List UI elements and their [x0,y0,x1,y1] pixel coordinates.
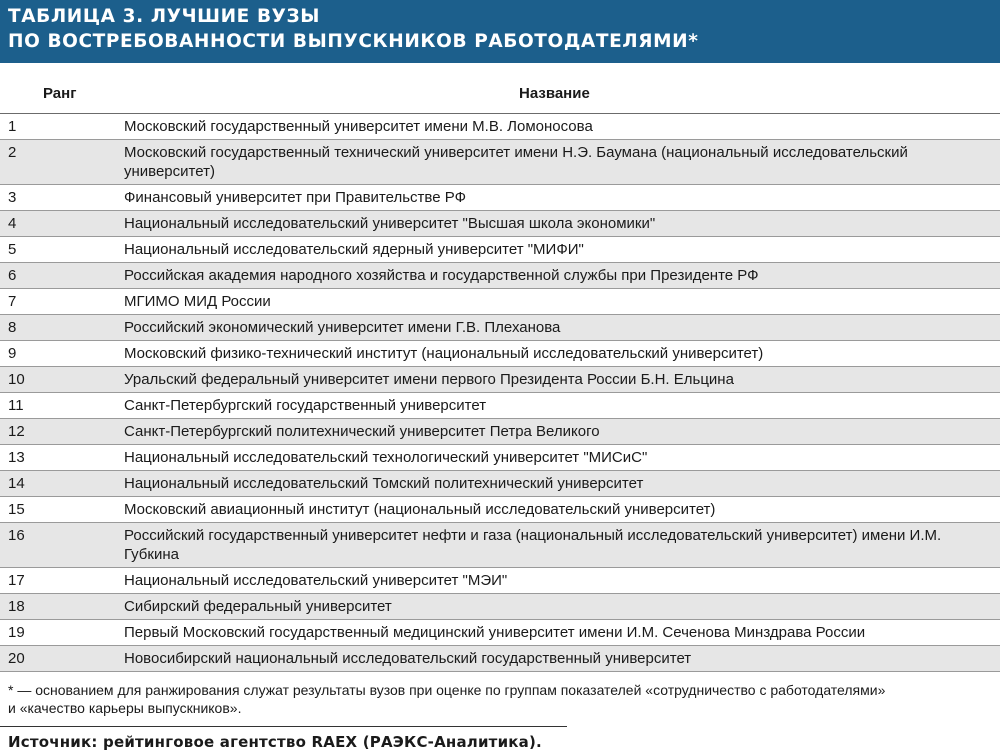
rank-cell: 1 [8,118,17,135]
rank-cell: 12 [8,423,25,440]
name-cell: Санкт-Петербургский политехнический университет Петра Великого [124,423,600,440]
table-row [0,367,1000,393]
name-cell: Российский государственный университет нефти и газа (национальный исследовательский университет) имени И.М. Губкина [124,527,942,563]
table-row [0,289,1000,315]
name-cell: Национальный исследовательский ядерный университет "МИФИ" [124,241,584,258]
title-band [0,0,1000,63]
rank-cell: 6 [8,267,17,284]
source-divider [0,726,567,727]
rank-cell: 3 [8,189,17,206]
name-cell: Уральский федеральный университет имени первого Президента России Б.Н. Ельцина [124,371,734,388]
table-title-line-2: ПО ВОСТРЕБОВАННОСТИ ВЫПУСКНИКОВ РАБОТОДАТЕЛЯМИ* [8,31,699,52]
table-row [0,471,1000,497]
table-row [0,568,1000,594]
table-row [0,419,1000,445]
table-header [0,69,1000,114]
table-row [0,523,1000,568]
table-row [0,237,1000,263]
rank-cell: 14 [8,475,25,492]
table-row [0,497,1000,523]
name-cell: МГИМО МИД России [124,293,271,310]
table-title-line-1: ТАБЛИЦА 3. ЛУЧШИЕ ВУЗЫ [8,6,321,27]
name-cell: Санкт-Петербургский государственный университет [124,397,487,414]
name-cell: Российская академия народного хозяйства и государственной службы при Президенте РФ [124,267,759,284]
name-cell: Национальный исследовательский технологический университет "МИСиС" [124,449,648,466]
table-row [0,620,1000,646]
table-row [0,393,1000,419]
name-cell: Новосибирский национальный исследовательский государственный университет [124,650,692,667]
name-cell: Финансовый университет при Правительстве РФ [124,189,466,206]
rank-cell: 7 [8,293,17,310]
name-cell: Московский авиационный институт (национальный исследовательский университет) [124,501,716,518]
table-row [0,315,1000,341]
table-row [0,445,1000,471]
table-row [0,594,1000,620]
name-cell: Национальный исследовательский университет "МЭИ" [124,572,508,589]
rank-cell: 20 [8,650,25,667]
table-body [0,114,1000,672]
rank-cell: 16 [8,527,25,544]
rank-cell: 11 [8,397,24,414]
footnote: * — основанием для ранжирования служат результаты вузов при оценке по группам показателей «сотрудничество с работодателями» и «качество карьеры выпускников». [8,682,886,716]
rank-cell: 19 [8,624,25,641]
rank-cell: 2 [8,144,17,161]
table-row [0,140,1000,185]
rank-cell: 17 [8,572,25,589]
name-cell: Московский физико-технический институт (национальный исследовательский университет) [124,345,764,362]
rank-cell: 15 [8,501,25,518]
name-cell: Первый Московский государственный медицинский университет имени И.М. Сеченова Минздрава России [124,624,866,641]
rank-cell: 8 [8,319,17,336]
table-row [0,114,1000,140]
rank-cell: 13 [8,449,25,466]
name-cell: Сибирский федеральный университет [124,598,392,615]
column-header-name: Название [519,85,590,102]
table-row [0,263,1000,289]
name-cell: Московский государственный университет имени М.В. Ломоносова [124,118,593,135]
rankings-table [0,69,1000,672]
source-note: Источник: рейтинговое агентство RAEX (РАЭКС-Аналитика). [8,733,542,751]
rank-cell: 4 [8,215,17,232]
name-cell: Московский государственный технический университет имени Н.Э. Баумана (национальный исследовательский университет) [124,144,908,180]
table-row [0,646,1000,672]
rank-cell: 10 [8,371,25,388]
table-row [0,185,1000,211]
name-cell: Российский экономический университет имени Г.В. Плеханова [124,319,561,336]
name-cell: Национальный исследовательский Томский политехнический университет [124,475,644,492]
table-row [0,211,1000,237]
rank-cell: 9 [8,345,17,362]
column-header-rank: Ранг [43,85,77,102]
table-row [0,341,1000,367]
rank-cell: 5 [8,241,17,258]
name-cell: Национальный исследовательский университет "Высшая школа экономики" [124,215,656,232]
rank-cell: 18 [8,598,25,615]
